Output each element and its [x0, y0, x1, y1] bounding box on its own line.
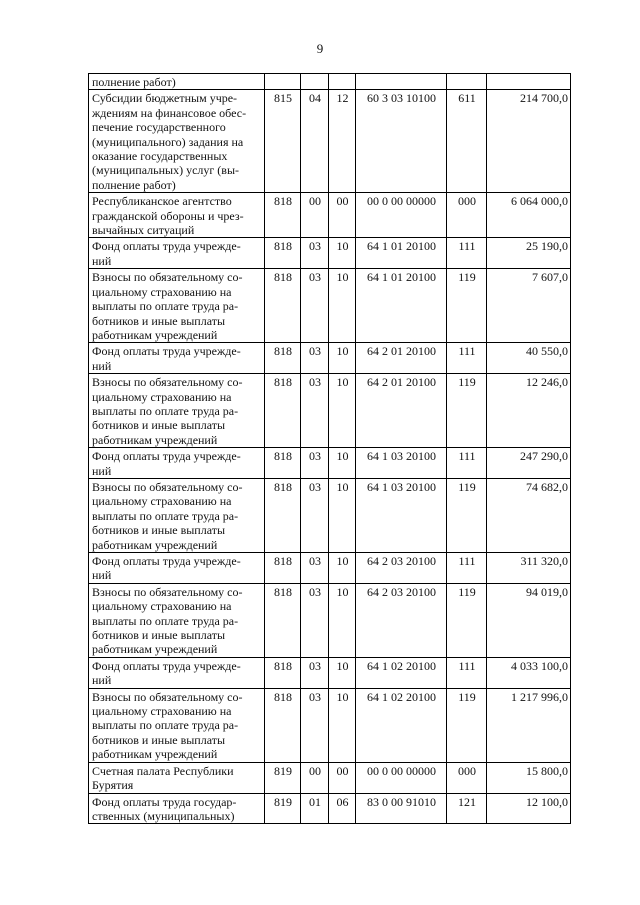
- section-code-cell: 03: [301, 448, 329, 479]
- item-name-line: выплаты по оплате труда ра-: [92, 613, 239, 628]
- item-name-line: работникам учреждений: [92, 327, 218, 342]
- glava-code-cell: 819: [265, 793, 301, 824]
- item-name-line: ний: [92, 673, 112, 688]
- table-row: [89, 688, 571, 762]
- amount-cell: 12 100,0: [487, 793, 571, 824]
- glava-code-cell: 819: [265, 762, 301, 793]
- table-row: [89, 448, 571, 479]
- item-name-line: полнение работ): [92, 177, 176, 192]
- section-code-cell: 01: [301, 793, 329, 824]
- table-row: [89, 193, 571, 238]
- subsection-code-cell: 00: [329, 762, 356, 793]
- amount-cell: 94 019,0: [487, 583, 571, 657]
- subsection-code-cell: 10: [329, 343, 356, 374]
- amount-cell: 74 682,0: [487, 478, 571, 552]
- expense-type-cell: 111: [447, 553, 487, 584]
- table-row: [89, 343, 571, 374]
- glava-code-cell: 818: [265, 193, 301, 238]
- item-name-line: оказание государственных: [92, 149, 228, 164]
- expense-type-cell: 111: [447, 448, 487, 479]
- expense-type-cell: 111: [447, 343, 487, 374]
- subsection-code-cell: 10: [329, 583, 356, 657]
- target-article-cell: 83 0 00 91010: [356, 793, 447, 824]
- item-name-line: Взносы по обязательному со-: [92, 270, 243, 285]
- subsection-code-cell: 00: [329, 193, 356, 238]
- amount-cell: 12 246,0: [487, 374, 571, 448]
- table-row: [89, 74, 571, 90]
- expense-type-cell: 119: [447, 478, 487, 552]
- table-row: [89, 90, 571, 193]
- budget-table-body: [89, 74, 571, 824]
- subsection-code-cell: 06: [329, 793, 356, 824]
- amount-cell: 15 800,0: [487, 762, 571, 793]
- item-name-line: полнение работ): [92, 75, 176, 89]
- item-name-cell: [89, 90, 265, 193]
- section-code-cell: 03: [301, 478, 329, 552]
- item-name-line: Фонд оплаты труда учрежде-: [92, 239, 241, 254]
- subsection-code-cell: 10: [329, 448, 356, 479]
- item-name-line: выплаты по оплате труда ра-: [92, 403, 239, 418]
- page-number: 9: [316, 41, 324, 56]
- expense-type-cell: 111: [447, 238, 487, 269]
- item-name-cell: [89, 193, 265, 238]
- item-name-line: ний: [92, 568, 112, 583]
- section-code-cell: 00: [301, 762, 329, 793]
- item-name-line: Взносы по обязательному со-: [92, 584, 243, 599]
- item-name-line: Счетная палата Республики: [92, 763, 234, 778]
- table-row: [89, 583, 571, 657]
- target-article-cell: 64 1 02 20100: [356, 688, 447, 762]
- expense-type-cell: 119: [447, 688, 487, 762]
- section-code-cell: 03: [301, 269, 329, 343]
- item-name-line: ждениям на финансовое обес-: [92, 105, 247, 120]
- item-name-line: ний: [92, 358, 112, 373]
- item-name-line: Субсидии бюджетным учре-: [92, 91, 238, 106]
- table-row: [89, 269, 571, 343]
- item-name-line: Фонд оплаты труда учрежде-: [92, 344, 241, 359]
- subsection-code-cell: 12: [329, 90, 356, 193]
- amount-cell: 247 290,0: [487, 448, 571, 479]
- item-name-line: печение государственного: [92, 120, 226, 135]
- item-name-cell: [89, 688, 265, 762]
- glava-code-cell: 818: [265, 688, 301, 762]
- item-name-line: ственных (муниципальных): [92, 808, 235, 823]
- item-name-line: работникам учреждений: [92, 537, 218, 552]
- amount-cell: 40 550,0: [487, 343, 571, 374]
- target-article-cell: 64 2 01 20100: [356, 374, 447, 448]
- target-article-cell: 64 1 03 20100: [356, 478, 447, 552]
- item-name-line: ботников и иные выплаты: [92, 628, 226, 643]
- item-name-cell: [89, 793, 265, 824]
- amount-cell: 4 033 100,0: [487, 657, 571, 688]
- item-name-cell: [89, 762, 265, 793]
- target-article-cell: 64 1 03 20100: [356, 448, 447, 479]
- glava-code-cell: 818: [265, 553, 301, 584]
- item-name-cell: [89, 374, 265, 448]
- item-name-line: Фонд оплаты труда учрежде-: [92, 449, 241, 464]
- item-name-cell: [89, 269, 265, 343]
- section-code-cell: 04: [301, 90, 329, 193]
- target-article-cell: 64 1 01 20100: [356, 269, 447, 343]
- target-article-cell: 64 2 01 20100: [356, 343, 447, 374]
- item-name-cell: [89, 238, 265, 269]
- item-name-line: Взносы по обязательному со-: [92, 689, 243, 704]
- item-name-cell: [89, 74, 265, 90]
- amount-cell: 6 064 000,0: [487, 193, 571, 238]
- expense-type-cell: 121: [447, 793, 487, 824]
- section-code-cell: 03: [301, 553, 329, 584]
- glava-code-cell: 818: [265, 583, 301, 657]
- item-name-cell: [89, 478, 265, 552]
- glava-code-cell: 818: [265, 343, 301, 374]
- expense-type-cell: 111: [447, 657, 487, 688]
- amount-cell: 25 190,0: [487, 238, 571, 269]
- subsection-code-cell: 10: [329, 657, 356, 688]
- item-name-line: ботников и иные выплаты: [92, 418, 226, 433]
- item-name-line: циальному страхованию на: [92, 704, 232, 719]
- table-row: [89, 478, 571, 552]
- target-article-cell: 00 0 00 00000: [356, 193, 447, 238]
- glava-code-cell: 818: [265, 448, 301, 479]
- glava-code-cell: 818: [265, 238, 301, 269]
- item-name-line: Фонд оплаты труда учрежде-: [92, 554, 241, 568]
- target-article-cell: 64 1 02 20100: [356, 657, 447, 688]
- item-name-line: работникам учреждений: [92, 747, 218, 762]
- item-name-line: выплаты по оплате труда ра-: [92, 299, 239, 314]
- item-name-line: ботников и иные выплаты: [92, 732, 226, 747]
- item-name-line: циальному страхованию на: [92, 284, 232, 299]
- subsection-code-cell: 10: [329, 238, 356, 269]
- section-code-cell: 00: [301, 193, 329, 238]
- item-name-line: ботников и иные выплаты: [92, 313, 226, 328]
- expense-type-cell: 119: [447, 583, 487, 657]
- item-name-cell: [89, 343, 265, 374]
- target-article-cell: 64 2 03 20100: [356, 553, 447, 584]
- budget-table: [88, 73, 571, 824]
- table-row: [89, 238, 571, 269]
- amount-cell: [487, 74, 571, 90]
- table-row: [89, 657, 571, 688]
- item-name-cell: [89, 553, 265, 584]
- target-article-cell: 64 2 03 20100: [356, 583, 447, 657]
- target-article-cell: [356, 74, 447, 90]
- item-name-line: Бурятия: [92, 778, 134, 793]
- item-name-line: работникам учреждений: [92, 432, 218, 447]
- target-article-cell: 00 0 00 00000: [356, 762, 447, 793]
- item-name-line: Взносы по обязательному со-: [92, 479, 243, 494]
- item-name-cell: [89, 583, 265, 657]
- amount-cell: 1 217 996,0: [487, 688, 571, 762]
- amount-cell: 7 607,0: [487, 269, 571, 343]
- expense-type-cell: 000: [447, 762, 487, 793]
- item-name-line: выплаты по оплате труда ра-: [92, 508, 239, 523]
- subsection-code-cell: 10: [329, 688, 356, 762]
- item-name-line: работникам учреждений: [92, 642, 218, 657]
- glava-code-cell: [265, 74, 301, 90]
- item-name-line: гражданской обороны и чрез-: [92, 208, 244, 223]
- table-row: [89, 793, 571, 824]
- item-name-cell: [89, 448, 265, 479]
- expense-type-cell: 000: [447, 193, 487, 238]
- target-article-cell: 64 1 01 20100: [356, 238, 447, 269]
- subsection-code-cell: 10: [329, 269, 356, 343]
- item-name-line: Республиканское агентство: [92, 194, 232, 209]
- table-row: [89, 762, 571, 793]
- item-name-line: Взносы по обязательному со-: [92, 375, 243, 390]
- item-name-line: Фонд оплаты труда государ-: [92, 794, 237, 809]
- item-name-line: (муниципальных) услуг (вы-: [92, 163, 240, 178]
- glava-code-cell: 818: [265, 374, 301, 448]
- subsection-code-cell: 10: [329, 478, 356, 552]
- expense-type-cell: 119: [447, 269, 487, 343]
- section-code-cell: 03: [301, 374, 329, 448]
- glava-code-cell: 818: [265, 657, 301, 688]
- item-name-line: циальному страхованию на: [92, 389, 232, 404]
- subsection-code-cell: [329, 74, 356, 90]
- subsection-code-cell: 10: [329, 374, 356, 448]
- amount-cell: 311 320,0: [487, 553, 571, 584]
- item-name-line: (муниципального) задания на: [92, 134, 244, 149]
- expense-type-cell: 611: [447, 90, 487, 193]
- item-name-line: ний: [92, 253, 112, 268]
- section-code-cell: 03: [301, 688, 329, 762]
- item-name-line: Фонд оплаты труда учрежде-: [92, 658, 241, 673]
- table-row: [89, 374, 571, 448]
- subsection-code-cell: 10: [329, 553, 356, 584]
- glava-code-cell: 818: [265, 269, 301, 343]
- section-code-cell: 03: [301, 657, 329, 688]
- table-row: [89, 553, 571, 584]
- item-name-line: вычайных ситуаций: [92, 223, 195, 238]
- item-name-line: выплаты по оплате труда ра-: [92, 718, 239, 733]
- section-code-cell: 03: [301, 343, 329, 374]
- glava-code-cell: 818: [265, 478, 301, 552]
- item-name-cell: [89, 657, 265, 688]
- target-article-cell: 60 3 03 10100: [356, 90, 447, 193]
- glava-code-cell: 815: [265, 90, 301, 193]
- item-name-line: циальному страхованию на: [92, 494, 232, 509]
- expense-type-cell: 119: [447, 374, 487, 448]
- item-name-line: циальному страхованию на: [92, 599, 232, 614]
- expense-type-cell: [447, 74, 487, 90]
- item-name-line: ботников и иные выплаты: [92, 523, 226, 538]
- item-name-line: ний: [92, 463, 112, 478]
- amount-cell: 214 700,0: [487, 90, 571, 193]
- section-code-cell: [301, 74, 329, 90]
- section-code-cell: 03: [301, 238, 329, 269]
- section-code-cell: 03: [301, 583, 329, 657]
